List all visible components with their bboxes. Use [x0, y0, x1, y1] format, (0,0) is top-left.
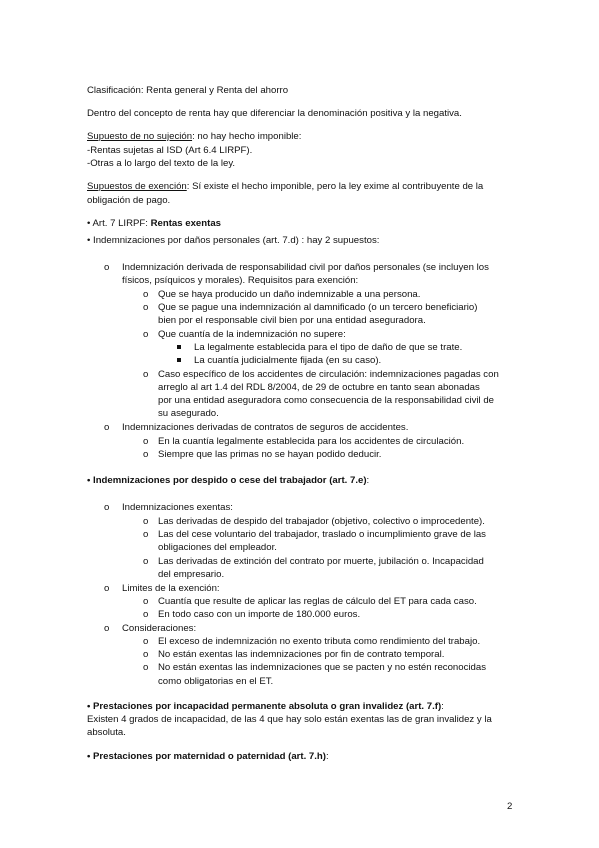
danos-a1: Que se haya producido un daño indemnizable a una persona. [158, 289, 421, 300]
despido-consid-item: El exceso de indemnización no exento tributa como rendimiento del trabajo. [158, 636, 481, 647]
square-bullet-icon [177, 358, 181, 362]
despido-title-end: : [366, 475, 370, 486]
danos-b1: En la cuantía legalmente establecida para los accidentes de circulación. [158, 436, 465, 447]
danos-a2-line: bien por el responsable civil bien por una entidad aseguradora. [158, 315, 426, 326]
despido-consid-item: como obligatorias en el ET. [158, 676, 274, 687]
circle-bullet: o [104, 422, 110, 433]
danos-title: • Indemnizaciones por daños personales (art. 7.d) : hay 2 supuestos: [87, 235, 380, 246]
page-number: 2 [507, 801, 513, 812]
circle-bullet: o [143, 609, 149, 620]
circle-bullet: o [143, 556, 149, 567]
art7-line [87, 218, 221, 230]
despido-exentas-item: obligaciones del empleador. [158, 542, 277, 553]
despido-consid-item: No están exentas las indemnizaciones por fin de contrato temporal. [158, 649, 445, 660]
circle-bullet: o [143, 649, 149, 660]
despido-title-bold: • Indemnizaciones por despido o cese del trabajador (art. 7.e) [87, 475, 367, 486]
danos-b2: Siempre que las primas no se hayan podido deducir. [158, 449, 382, 460]
no-sujecion-label: Supuesto de no sujeción [87, 131, 193, 142]
circle-bullet: o [143, 596, 149, 607]
despido-limites-item: En todo caso con un importe de 180.000 euros. [158, 609, 361, 620]
square-bullet-icon [177, 345, 181, 349]
intro-paragraph: Dentro del concepto de renta hay que diferenciar la denominación positiva y la negativa. [87, 108, 462, 119]
despido-consideraciones: Consideraciones: [122, 623, 197, 634]
exencion-text: : Sí existe el hecho imponible, pero la ley exime al contribuyente de la [186, 181, 484, 192]
incapacidad-text: Existen 4 grados de incapacidad, de las 4 que hay solo están exentas las de gran invalidez y la [87, 714, 492, 725]
danos-a-line: físicos, psíquicos y morales). Requisitos para exención: [122, 275, 359, 286]
danos-a4-line: por una entidad aseguradora como consecuencia de la responsabilidad civil de [158, 395, 495, 406]
incapacidad-title-bold: • Prestaciones por incapacidad permanente absoluta o gran invalidez (art. 7.f) [87, 701, 442, 712]
danos-a-line: Indemnización derivada de responsabilidad civil por daños personales (se incluyen los [122, 262, 489, 273]
incapacidad-title [87, 701, 444, 713]
danos-a3-item: La cuantía judicialmente fijada (en su caso). [194, 355, 382, 366]
no-sujecion-text: : no hay hecho imponible: [192, 131, 302, 142]
danos-a4-line: su asegurado. [158, 408, 219, 419]
circle-bullet: o [143, 436, 149, 447]
despido-exentas-item: del empresario. [158, 569, 225, 580]
circle-bullet: o [143, 329, 149, 340]
incapacidad-text: absoluta. [87, 727, 126, 738]
circle-bullet: o [104, 502, 110, 513]
circle-bullet: o [104, 623, 110, 634]
circle-bullet: o [143, 529, 149, 540]
despido-exentas-item: Las del cese voluntario del trabajador, traslado o incumplimiento grave de las [158, 529, 486, 540]
incapacidad-title-end: : [441, 701, 444, 712]
circle-bullet: o [143, 636, 149, 647]
danos-a2-line: Que se pague una indemnización al damnificado (o un tercero beneficiario) [158, 302, 478, 313]
despido-exentas-item: Las derivadas de extinción del contrato por muerte, jubilación o. Incapacidad [158, 556, 484, 567]
no-sujecion-heading [87, 131, 301, 143]
circle-bullet: o [143, 302, 149, 313]
maternidad-title-end: : [326, 751, 329, 762]
exencion-heading [87, 181, 483, 193]
maternidad-title [87, 751, 329, 763]
art7-prefix: • Art. 7 LIRPF: [87, 218, 151, 229]
classification-line: Clasificación: Renta general y Renta del ahorro [87, 85, 289, 96]
circle-bullet: o [143, 369, 149, 380]
circle-bullet: o [143, 449, 149, 460]
circle-bullet: o [104, 583, 110, 594]
circle-bullet: o [143, 662, 149, 673]
danos-a4-line: Caso específico de los accidentes de circulación: indemnizaciones pagadas con [158, 369, 499, 380]
circle-bullet: o [143, 516, 149, 527]
no-sujecion-item: -Otras a lo largo del texto de la ley. [87, 158, 236, 169]
despido-exentas: Indemnizaciones exentas: [122, 502, 233, 513]
danos-a3-item: La legalmente establecida para el tipo de daño de que se trate. [194, 342, 463, 353]
despido-consid-item: No están exentas las indemnizaciones que se pacten y no estén reconocidas [158, 662, 486, 673]
danos-a4-line: arreglo al art 1.4 del RDL 8/2004, de 29 de octubre en tanto sean abonadas [158, 382, 480, 393]
circle-bullet: o [104, 262, 110, 273]
despido-limites-item: Cuantía que resulte de aplicar las reglas de cálculo del ET para cada caso. [158, 596, 477, 607]
circle-bullet: o [143, 289, 149, 300]
exencion-text-cont: obligación de pago. [87, 195, 171, 206]
despido-limites: Limites de la exención: [122, 583, 220, 594]
despido-title [87, 475, 369, 487]
art7-bold: Rentas exentas [150, 218, 221, 229]
maternidad-title-bold: • Prestaciones por maternidad o paternidad (art. 7.h) [87, 751, 326, 762]
despido-exentas-item: Las derivadas de despido del trabajador (objetivo, colectivo o improcedente). [158, 516, 485, 527]
danos-a3: Que cuantía de la indemnización no supere: [158, 329, 346, 340]
no-sujecion-item: -Rentas sujetas al ISD (Art 6.4 LIRPF). [87, 145, 253, 156]
danos-b: Indemnizaciones derivadas de contratos de seguros de accidentes. [122, 422, 409, 433]
exencion-label: Supuestos de exención [87, 181, 187, 192]
